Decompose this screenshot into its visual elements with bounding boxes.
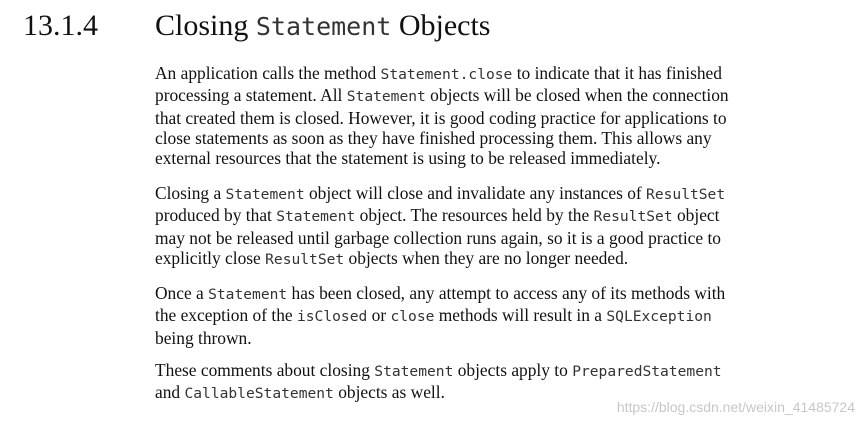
text-line: [155, 328, 827, 348]
inline-code: Statement: [346, 88, 426, 106]
text-run: An application calls the method: [155, 63, 381, 83]
text-line: [155, 85, 827, 107]
text-line: [155, 148, 827, 168]
inline-code: ResultSet: [593, 208, 673, 226]
text-line: [155, 283, 827, 305]
section-number: 13.1.4: [23, 9, 98, 42]
text-run: being thrown.: [155, 327, 252, 348]
text-run: objects will be closed when the connection: [425, 85, 729, 106]
text-line: [155, 360, 827, 382]
inline-code: CallableStatement: [184, 385, 334, 403]
text-run: close statements as soon as they have finished processing them. This allows any: [155, 127, 712, 148]
paragraph-1: [155, 63, 827, 168]
inline-code: SQLException: [606, 308, 712, 326]
paragraph-4: [155, 360, 827, 405]
text-line: [155, 305, 827, 327]
text-run: the exception of the: [155, 305, 297, 326]
paragraph-3: [155, 283, 827, 348]
text-line: [155, 248, 827, 270]
text-run: has been closed, any attempt to access any of its methods with: [287, 283, 726, 303]
text-run: may not be released until garbage collection runs again, so it is a good practice to: [155, 227, 721, 248]
paragraph-2: [155, 183, 827, 270]
section-title-code: Statement: [255, 12, 392, 41]
inline-code: Statement: [276, 208, 356, 226]
inline-code: isClosed: [296, 308, 368, 326]
section-title: [155, 6, 490, 47]
text-run: object. The resources held by the: [355, 205, 594, 226]
inline-code: close: [390, 308, 435, 326]
inline-code: Statement.close: [380, 66, 513, 83]
text-run: and: [155, 382, 185, 403]
section-title-text: Objects: [391, 9, 491, 42]
text-run: methods will result in a: [434, 305, 607, 326]
watermark: https://blog.csdn.net/weixin_41485724: [616, 399, 855, 415]
text-run: These comments about closing: [155, 360, 375, 380]
text-run: objects when they are no longer needed.: [344, 247, 629, 268]
text-run: processing a statement. All: [155, 85, 347, 106]
text-run: explicitly close: [155, 247, 266, 268]
text-line: [155, 228, 827, 248]
text-line: [155, 183, 827, 205]
text-run: to indicate that it has finished: [512, 63, 722, 83]
text-run: or: [367, 305, 391, 326]
section-title-text: Closing: [155, 9, 256, 42]
text-line: [155, 63, 827, 85]
inline-code: PreparedStatement: [572, 363, 722, 380]
text-run: objects as well.: [333, 382, 445, 403]
text-run: produced by that: [155, 205, 277, 226]
inline-code: ResultSet: [646, 186, 726, 203]
text-line: [155, 108, 827, 128]
text-line: [155, 205, 827, 227]
text-run: object will close and invalidate any instances of: [304, 183, 647, 203]
text-run: that created them is closed. However, it is good coding practice for applications to: [155, 107, 727, 128]
text-run: object: [672, 205, 720, 226]
text-run: objects apply to: [453, 360, 573, 380]
text-run: Once a: [155, 283, 209, 303]
inline-code: Statement: [225, 186, 305, 203]
text-line: [155, 128, 827, 148]
inline-code: Statement: [208, 286, 288, 303]
inline-code: ResultSet: [265, 250, 345, 268]
inline-code: Statement: [374, 363, 454, 380]
text-run: external resources that the statement is using to be released immediately.: [155, 148, 661, 169]
text-run: Closing a: [155, 183, 226, 203]
